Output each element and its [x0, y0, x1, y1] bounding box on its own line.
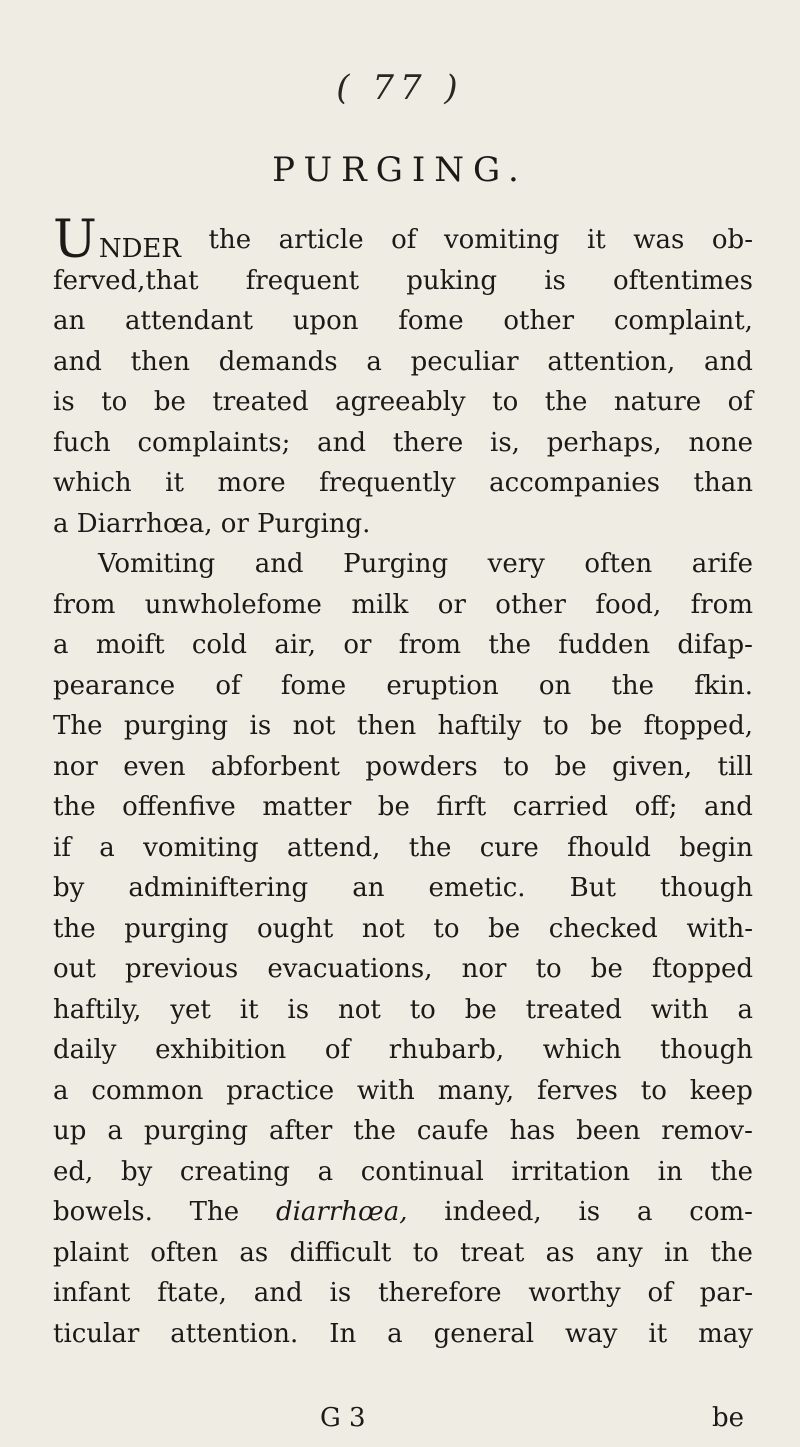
word: attention.: [170, 1318, 299, 1349]
word: of: [727, 387, 753, 417]
word: treat: [460, 1237, 525, 1268]
word: be: [153, 387, 186, 417]
word: article: [278, 225, 364, 255]
word: to: [640, 1075, 667, 1106]
word: may: [698, 1318, 753, 1349]
word: not: [361, 913, 405, 944]
text-line: [53, 261, 753, 302]
word: many,: [437, 1075, 515, 1106]
word: haftily: [437, 711, 522, 741]
word: daily: [53, 1035, 117, 1065]
word: attend,: [286, 832, 381, 863]
word: the: [53, 792, 96, 822]
word: from: [398, 630, 462, 660]
word: purging: [123, 711, 229, 741]
word: is: [287, 994, 310, 1025]
signature-mark: G 3: [320, 1403, 366, 1433]
word: evacuations,: [267, 954, 433, 984]
word: pearance: [53, 670, 176, 701]
word: of: [647, 1278, 673, 1308]
word: be: [377, 792, 410, 822]
word: the: [208, 225, 252, 255]
word: to: [492, 387, 519, 417]
word: fome: [280, 670, 347, 701]
word: though: [660, 873, 753, 903]
word: way: [565, 1318, 618, 1349]
word: which: [542, 1035, 622, 1065]
word: difficult: [289, 1237, 392, 1268]
word: not: [337, 994, 381, 1025]
word: on: [538, 670, 572, 701]
word: till: [717, 751, 753, 782]
word: keep: [689, 1075, 753, 1106]
word: it: [586, 225, 606, 255]
text-line: [53, 1030, 753, 1071]
word: ftate,: [157, 1278, 227, 1308]
word: exhibition: [155, 1035, 287, 1065]
word: the: [488, 630, 531, 660]
word: to: [101, 387, 128, 417]
word: haftily,: [53, 994, 142, 1025]
word: of: [391, 225, 417, 255]
word: the: [53, 913, 96, 944]
word: be: [590, 954, 623, 984]
word: it: [165, 468, 184, 498]
word: an: [53, 306, 86, 336]
word: indeed,: [444, 1197, 542, 1227]
word: complaints;: [137, 427, 291, 458]
word: previous: [124, 954, 239, 984]
word: food,: [595, 589, 662, 620]
word: though: [659, 1035, 753, 1065]
word: even: [123, 751, 186, 782]
word: from: [53, 589, 116, 620]
word: a: [387, 1318, 403, 1349]
word: is: [53, 387, 75, 417]
word: and: [253, 1278, 303, 1308]
text-line: [53, 1192, 753, 1233]
word: common: [91, 1075, 204, 1106]
word: is,: [490, 427, 520, 458]
text-line: [53, 706, 753, 747]
word: ticular: [53, 1318, 140, 1349]
word: it: [648, 1318, 668, 1349]
word: a: [53, 630, 69, 660]
word: ought: [257, 913, 334, 944]
word: nature: [613, 387, 702, 417]
word: is: [249, 711, 272, 741]
word: be: [590, 711, 623, 741]
word: which: [53, 468, 132, 498]
text-line: [53, 949, 753, 990]
word: the: [710, 1237, 753, 1268]
word: agreeably: [335, 387, 466, 417]
word: attendant: [125, 306, 253, 336]
word: rhubarb,: [388, 1035, 505, 1065]
word: creating: [179, 1156, 290, 1187]
word: ferved,that: [53, 265, 199, 296]
word: more: [217, 468, 286, 498]
word: was: [633, 225, 685, 255]
word: any: [595, 1237, 643, 1268]
text-line: [53, 585, 753, 626]
word: plaint: [53, 1237, 129, 1268]
page-footer: [0, 1398, 800, 1438]
word: is: [329, 1278, 352, 1308]
word: Purging: [343, 549, 449, 579]
word: milk: [351, 589, 409, 620]
word: with-: [686, 913, 753, 944]
text-line: [53, 210, 753, 270]
word: nor: [461, 954, 507, 984]
word: an: [352, 873, 385, 903]
word: often: [150, 1237, 219, 1268]
word: very: [487, 549, 545, 579]
word: there: [392, 427, 464, 458]
word: difap-: [677, 630, 753, 660]
word: to: [433, 913, 460, 944]
word: remov-: [661, 1116, 753, 1146]
word: treated: [525, 994, 622, 1025]
word: air,: [274, 630, 316, 660]
word: carried: [512, 792, 609, 822]
word: offenfive: [122, 792, 236, 822]
word: powders: [365, 751, 478, 782]
word: vomiting: [143, 832, 259, 863]
text-line: [53, 828, 753, 869]
text-line: [53, 666, 753, 707]
word: not: [292, 711, 336, 741]
word: off;: [634, 792, 678, 822]
word: general: [433, 1318, 535, 1349]
page-number: ( 77 ): [336, 68, 464, 108]
word: yet: [170, 994, 211, 1025]
body-text: [53, 210, 753, 1354]
word: other: [495, 589, 566, 620]
word: puking: [406, 265, 498, 296]
word: diarrhœa,: [275, 1197, 408, 1227]
word: the: [544, 387, 588, 417]
word: if: [53, 832, 71, 863]
word: be: [554, 751, 587, 782]
word: and: [704, 346, 753, 377]
word: ob-: [711, 225, 753, 255]
word: a: [99, 832, 115, 863]
text-line: [53, 1273, 753, 1314]
text-line: [53, 463, 753, 504]
word: attention,: [547, 346, 676, 377]
word: par-: [699, 1278, 753, 1308]
text-line: [53, 1314, 753, 1355]
word: by: [120, 1156, 153, 1187]
word: be: [488, 913, 521, 944]
word: adminiftering: [128, 873, 309, 903]
word: none: [688, 427, 753, 458]
word: complaint,: [613, 306, 753, 336]
word: fuch: [53, 427, 111, 458]
text-line: [53, 1233, 753, 1274]
word: purging: [124, 913, 229, 944]
word: The: [53, 711, 103, 741]
word: and: [254, 549, 304, 579]
word: often: [584, 549, 653, 579]
word: up: [53, 1116, 87, 1146]
word: therefore: [378, 1278, 502, 1308]
word: fudden: [558, 630, 651, 660]
text-line: [53, 747, 753, 788]
word: it: [239, 994, 259, 1025]
word: as: [545, 1237, 575, 1268]
word: unwholefome: [144, 589, 322, 620]
word: irritation: [511, 1156, 631, 1187]
word: Purging.: [257, 508, 371, 539]
word: than: [693, 468, 753, 498]
word: and: [317, 427, 367, 458]
word: out: [53, 954, 96, 984]
text-line: [53, 787, 753, 828]
word: to: [503, 751, 530, 782]
word: the: [353, 1116, 396, 1146]
word: Vomiting: [98, 549, 216, 579]
word: oftentimes: [612, 265, 753, 296]
word: ftopped: [651, 954, 753, 984]
word: bowels.: [53, 1197, 153, 1227]
word: treated: [212, 387, 309, 417]
word: cold: [191, 630, 248, 660]
text-line: [53, 504, 753, 545]
word: or: [220, 508, 249, 539]
word: to: [535, 954, 562, 984]
text-line: [53, 868, 753, 909]
word: purging: [143, 1116, 248, 1146]
word: ferves: [537, 1075, 618, 1106]
word: fhould: [567, 832, 651, 863]
word: is: [544, 265, 566, 296]
word: to: [412, 1237, 439, 1268]
word: a: [636, 1197, 653, 1227]
word: in: [657, 1156, 683, 1187]
text-line: [53, 1152, 753, 1193]
word: the: [611, 670, 655, 701]
catchword: be: [712, 1403, 745, 1433]
word: nor: [53, 751, 98, 782]
text-line: [53, 909, 753, 950]
word: frequently: [319, 468, 456, 498]
word: is: [578, 1197, 601, 1227]
word: the: [408, 832, 452, 863]
word: a: [317, 1156, 334, 1187]
word: or: [343, 630, 372, 660]
word: UNDER: [53, 210, 181, 270]
word: checked: [548, 913, 658, 944]
word: arife: [691, 549, 753, 579]
word: begin: [679, 832, 753, 863]
word: infant: [53, 1278, 131, 1308]
word: of: [215, 670, 241, 701]
word: ftopped,: [643, 711, 753, 741]
word: to: [409, 994, 436, 1025]
word: frequent: [245, 265, 360, 296]
chapter-heading: PURGING.: [272, 150, 528, 190]
word: been: [576, 1116, 641, 1146]
word: fkin.: [694, 670, 753, 701]
word: by: [53, 873, 85, 903]
word: a: [366, 346, 382, 377]
text-line: [53, 301, 753, 342]
text-line: [53, 423, 753, 464]
word: fome: [398, 306, 464, 336]
word: a: [53, 508, 69, 539]
word: other: [503, 306, 575, 336]
word: com-: [689, 1197, 753, 1227]
word: practice: [226, 1075, 335, 1106]
word: The: [189, 1197, 240, 1227]
word: given,: [612, 751, 693, 782]
word: a: [737, 994, 753, 1025]
word: continual: [360, 1156, 484, 1187]
word: ed,: [53, 1156, 94, 1187]
word: the: [710, 1156, 753, 1187]
text-line: [53, 1111, 753, 1152]
word: matter: [262, 792, 352, 822]
text-line: [53, 990, 753, 1031]
word: with: [650, 994, 709, 1025]
word: upon: [292, 306, 359, 336]
word: in: [663, 1237, 690, 1268]
drop-cap: U: [53, 210, 97, 270]
word: perhaps,: [546, 427, 662, 458]
word: Diarrhœa,: [76, 508, 213, 539]
word: firft: [436, 792, 487, 822]
text-line: [53, 544, 753, 585]
text-line: [53, 342, 753, 383]
word: and: [704, 792, 753, 822]
word: eruption: [386, 670, 499, 701]
word: and: [53, 346, 102, 377]
word: of: [324, 1035, 351, 1065]
word: But: [569, 873, 616, 903]
word: a: [107, 1116, 123, 1146]
word: caufe: [416, 1116, 489, 1146]
word: abforbent: [210, 751, 340, 782]
word: from: [690, 589, 753, 620]
word: emetic.: [428, 873, 526, 903]
word: cure: [479, 832, 539, 863]
word: moift: [95, 630, 165, 660]
word: accompanies: [489, 468, 660, 498]
word: has: [509, 1116, 556, 1146]
word: with: [357, 1075, 415, 1106]
text-line: [53, 1071, 753, 1112]
word: after: [268, 1116, 333, 1146]
text-line: [53, 382, 753, 423]
word: demands: [218, 346, 338, 377]
word: then: [356, 711, 417, 741]
text-line: [53, 625, 753, 666]
word: a: [53, 1075, 69, 1106]
word: In: [329, 1318, 357, 1349]
word: worthy: [528, 1278, 621, 1308]
word: vomiting: [443, 225, 560, 255]
word: then: [130, 346, 190, 377]
word: as: [239, 1237, 269, 1268]
word: be: [464, 994, 497, 1025]
word: or: [437, 589, 466, 620]
word: to: [542, 711, 569, 741]
word: peculiar: [410, 346, 519, 377]
